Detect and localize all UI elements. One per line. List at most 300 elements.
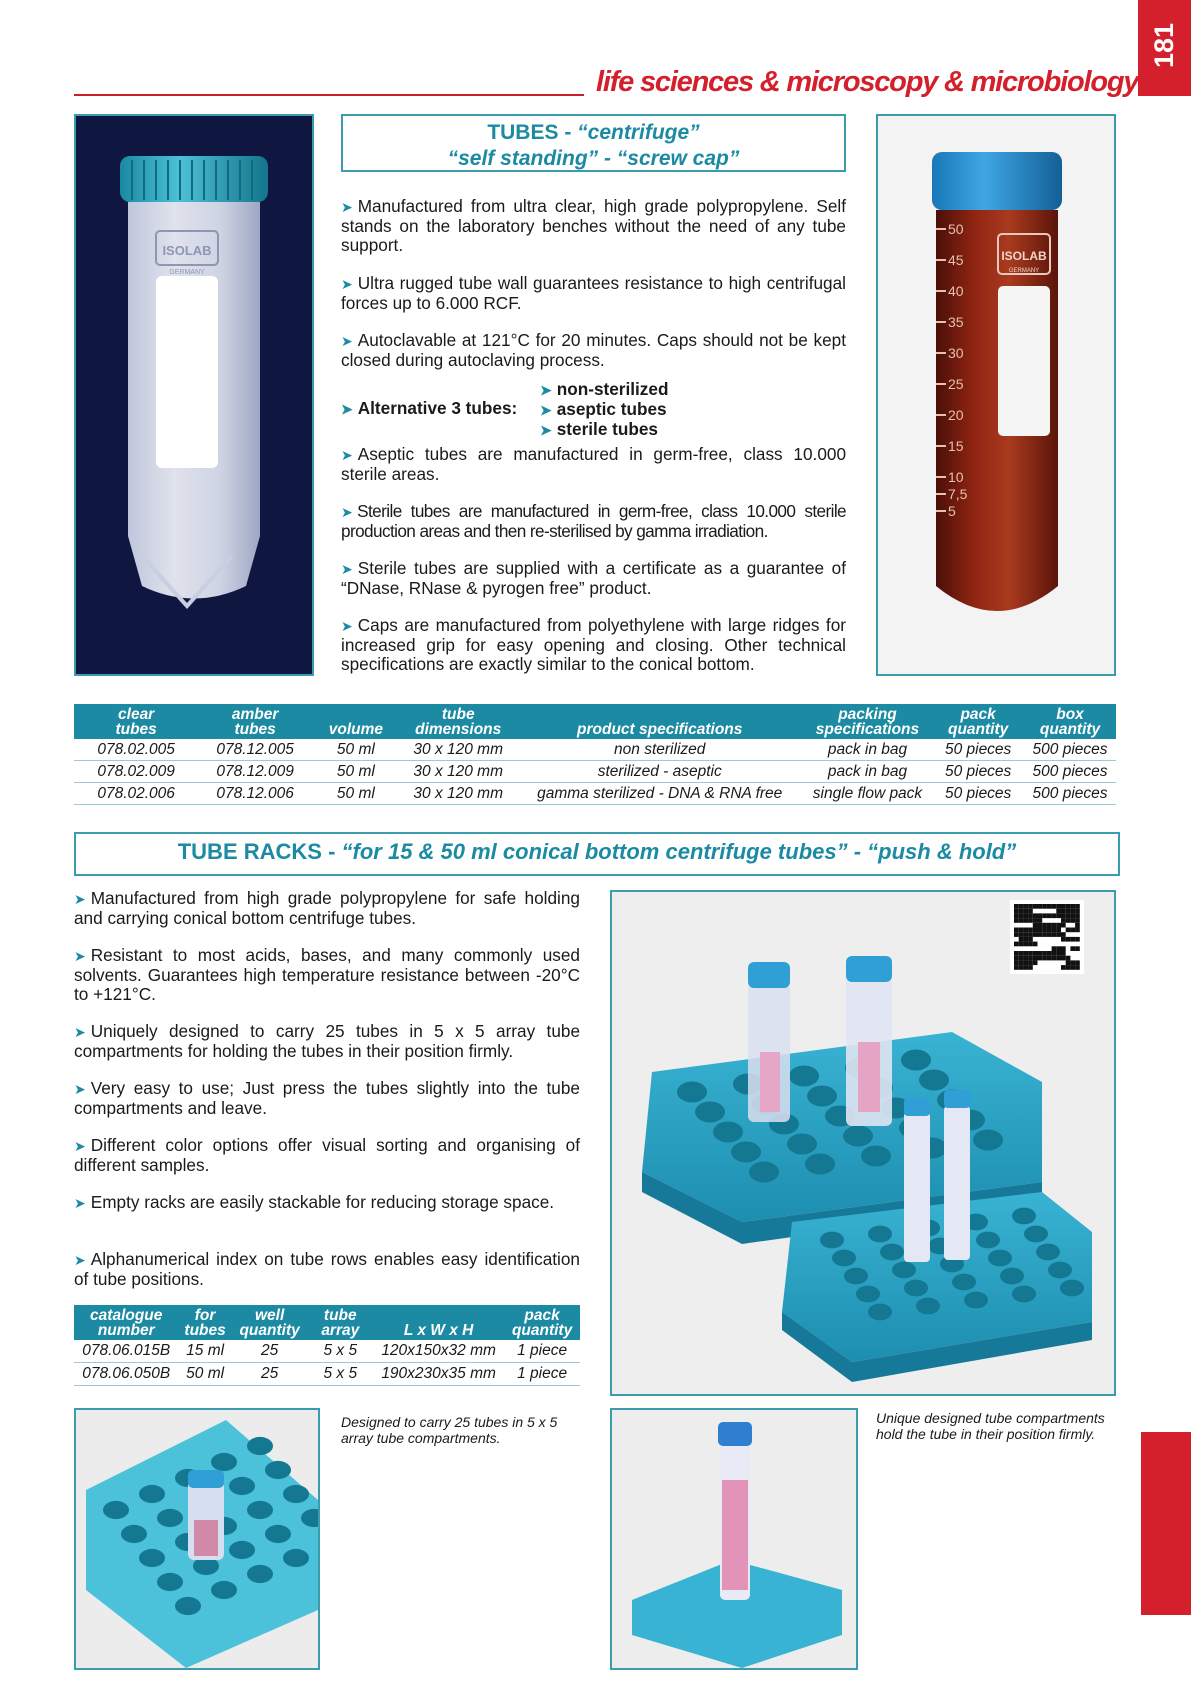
qr-module — [1056, 951, 1061, 956]
qr-module — [1066, 965, 1071, 970]
table-row — [74, 783, 1116, 805]
qr-module — [1023, 932, 1028, 937]
qr-module — [1066, 913, 1071, 918]
qr-module — [1033, 942, 1038, 947]
qr-module — [1023, 951, 1028, 956]
qr-module — [1061, 937, 1066, 942]
table-cell: 190x230x35 mm — [373, 1363, 504, 1386]
qr-module — [1075, 913, 1080, 918]
qr-module — [1042, 932, 1047, 937]
rack-well — [787, 1134, 817, 1155]
racks-spec-table — [74, 1305, 580, 1386]
qr-module — [1075, 918, 1080, 923]
qr-module — [1066, 918, 1071, 923]
rack-well — [695, 1102, 725, 1123]
table-row — [74, 1363, 580, 1386]
table-header-row — [74, 704, 1116, 739]
qr-module — [1056, 932, 1061, 937]
qr-module — [1028, 937, 1033, 942]
qr-module — [1042, 956, 1047, 961]
qr-module — [1019, 928, 1024, 933]
qr-module — [1052, 928, 1057, 933]
qr-module — [1019, 909, 1024, 914]
rack-well — [1012, 1208, 1036, 1225]
rack-well — [1024, 1226, 1048, 1243]
tubes-paragraph-5: ➤ Sterile tubes are manufactured in germ-free, class 10.000 sterile production areas and then re-sterilised by gamma irradiation. — [341, 501, 846, 541]
tubes-title-sub2: “self standing” - “screw cap” — [447, 147, 740, 170]
table-cell: 500 pieces — [1024, 739, 1116, 761]
qr-module — [1038, 918, 1043, 923]
col-well-quantity: well quantity — [232, 1305, 308, 1340]
table-cell: 50 ml — [312, 761, 400, 783]
tubes-paragraph-2: ➤ Ultra rugged tube wall guarantees resistance to high centrifugal forces up to 6.000 RCF. — [341, 273, 846, 313]
table-cell: 50 pieces — [932, 739, 1024, 761]
graduation-label: 45 — [948, 252, 964, 268]
qr-module — [1038, 923, 1043, 928]
rack-well — [880, 1244, 904, 1261]
qr-module — [1056, 923, 1061, 928]
qr-module — [1056, 909, 1061, 914]
chevron-right-icon: ➤ — [540, 402, 552, 418]
tubes-paragraph-1: ➤ Manufactured from ultra clear, high grade polypropylene. Self stands on the laboratory benches without the need of any tube support. — [341, 196, 846, 255]
rack-well — [175, 1597, 201, 1615]
chevron-right-icon: ➤ — [540, 422, 552, 438]
qr-module — [1070, 909, 1075, 914]
rack-well — [247, 1501, 273, 1519]
qr-module — [1075, 946, 1080, 951]
qr-module — [1014, 913, 1019, 918]
graduation-label: 30 — [948, 345, 964, 361]
qr-module — [1033, 956, 1038, 961]
amber-brand-label: ISOLAB — [1001, 249, 1047, 263]
tubes-title-main: TUBES - — [487, 121, 578, 144]
qr-module — [1075, 928, 1080, 933]
qr-module — [1028, 956, 1033, 961]
rack-well — [988, 1250, 1012, 1267]
qr-module — [1023, 904, 1028, 909]
clear-country-label: GERMANY — [169, 269, 205, 276]
tubes-paragraph-4: ➤ Aseptic tubes are manufactured in germ-free, class 10.000 sterile areas. — [341, 444, 846, 484]
chevron-right-icon: ➤ — [74, 1252, 86, 1268]
rack-well — [916, 1298, 940, 1315]
qr-module — [1070, 904, 1075, 909]
racks-title-box — [74, 832, 1120, 876]
chevron-right-icon: ➤ — [341, 276, 353, 292]
rack-well — [731, 1142, 761, 1163]
qr-module — [1028, 918, 1033, 923]
col-amber-tubes: amber tubes — [198, 704, 312, 739]
table-cell: 078.06.050B — [74, 1363, 178, 1386]
rack-well — [1060, 1280, 1084, 1297]
table-cell: 50 pieces — [932, 761, 1024, 783]
rack-well — [283, 1549, 309, 1567]
caption-left: Designed to carry 25 tubes in 5 x 5 array tube compartments. — [341, 1414, 558, 1446]
qr-module — [1066, 960, 1071, 965]
tubes-title-box — [341, 114, 846, 172]
rack-well — [749, 1162, 779, 1183]
racks-paragraph-7: ➤ Alphanumerical index on tube rows enables easy identification of tube positions. — [74, 1249, 580, 1289]
table-header-row — [74, 1305, 580, 1340]
qr-module — [1019, 951, 1024, 956]
rack-top-view-photo — [74, 1408, 320, 1670]
table-cell: 5 x 5 — [308, 1340, 374, 1363]
table-cell: 078.02.006 — [74, 783, 198, 805]
alternative-item: ➤ non-sterilized — [540, 379, 669, 399]
qr-module — [1028, 951, 1033, 956]
col-tube-array: tube array — [308, 1305, 374, 1340]
qr-module — [1033, 923, 1038, 928]
qr-module — [1014, 942, 1019, 947]
chevron-right-icon: ➤ — [341, 618, 353, 634]
rack-well — [1012, 1286, 1036, 1303]
graduation-label: 35 — [948, 314, 964, 330]
rack-well — [832, 1250, 856, 1267]
rack-well — [247, 1437, 273, 1455]
chevron-right-icon: ➤ — [74, 1138, 86, 1154]
chevron-right-icon: ➤ — [341, 401, 353, 417]
tubes-spec-table — [74, 704, 1116, 805]
rack-well — [265, 1525, 291, 1543]
qr-module — [1061, 946, 1066, 951]
clear-tube-photo — [74, 114, 314, 676]
rack-well — [868, 1304, 892, 1321]
rack-well — [973, 1130, 1003, 1151]
qr-module — [1014, 965, 1019, 970]
qr-module — [1052, 904, 1057, 909]
qr-module — [1019, 960, 1024, 965]
table-cell: 5 x 5 — [308, 1363, 374, 1386]
qr-module — [1052, 946, 1057, 951]
rack-well — [139, 1485, 165, 1503]
table-cell: 500 pieces — [1024, 761, 1116, 783]
graduation-label: 5 — [948, 503, 956, 519]
qr-module — [1066, 956, 1071, 961]
table-cell: 1 piece — [504, 1363, 580, 1386]
chevron-right-icon: ➤ — [341, 447, 353, 463]
graduation-label: 40 — [948, 283, 964, 299]
col-volume: volume — [312, 704, 400, 739]
table-row — [74, 739, 1116, 761]
qr-module — [1033, 913, 1038, 918]
qr-module — [1066, 904, 1071, 909]
qr-module — [1061, 904, 1066, 909]
table-cell: 50 ml — [312, 739, 400, 761]
qr-module — [1061, 965, 1066, 970]
col-dimensions: L x W x H — [373, 1305, 504, 1340]
rack-well — [1036, 1244, 1060, 1261]
qr-module — [1066, 937, 1071, 942]
qr-module — [1033, 951, 1038, 956]
page-number: 181 — [1149, 22, 1179, 68]
qr-module — [1056, 946, 1061, 951]
qr-module — [1061, 951, 1066, 956]
rack-well — [713, 1122, 743, 1143]
qr-module — [1023, 965, 1028, 970]
qr-module — [1052, 913, 1057, 918]
qr-module — [1014, 909, 1019, 914]
table-cell: 500 pieces — [1024, 783, 1116, 805]
rack-well — [1000, 1268, 1024, 1285]
racks-paragraph-3: ➤ Uniquely designed to carry 25 tubes in 5 x 5 array tube compartments for holding the tubes in their position firmly. — [74, 1021, 580, 1061]
qr-module — [1070, 937, 1075, 942]
graduation-label: 10 — [948, 469, 964, 485]
alternatives-label: ➤ Alternative 3 tubes: — [341, 398, 518, 418]
qr-module — [1052, 923, 1057, 928]
qr-module — [1019, 965, 1024, 970]
chevron-right-icon: ➤ — [74, 1024, 86, 1040]
rack-well — [904, 1280, 928, 1297]
chevron-right-icon: ➤ — [74, 1081, 86, 1097]
rack-well — [789, 1066, 819, 1087]
qr-module — [1023, 928, 1028, 933]
qr-module — [1042, 913, 1047, 918]
rack-well — [265, 1461, 291, 1479]
graduation-label: 25 — [948, 376, 964, 392]
qr-module — [1014, 951, 1019, 956]
table-row — [74, 1340, 580, 1363]
qr-module — [1056, 956, 1061, 961]
table-cell: 078.12.005 — [198, 739, 312, 761]
qr-module — [1047, 932, 1052, 937]
alternatives-list — [540, 380, 668, 440]
table-cell: 078.12.006 — [198, 783, 312, 805]
qr-module — [1070, 965, 1075, 970]
rack-well — [952, 1274, 976, 1291]
qr-module — [1042, 951, 1047, 956]
tubes-paragraph-6: ➤ Sterile tubes are supplied with a certificate as a guarantee of “DNase, RNase & pyrogen free” product. — [341, 558, 846, 598]
chevron-right-icon: ➤ — [341, 333, 353, 349]
qr-module — [1075, 960, 1080, 965]
rack-well — [861, 1146, 891, 1167]
qr-module — [1075, 904, 1080, 909]
table-cell: 30 x 120 mm — [400, 761, 517, 783]
tube-rack-photo — [610, 890, 1116, 1396]
chevron-right-icon: ➤ — [540, 382, 552, 398]
side-marker-bar — [1141, 1432, 1191, 1615]
rack-well — [1048, 1262, 1072, 1279]
qr-module — [1033, 932, 1038, 937]
qr-module — [1019, 904, 1024, 909]
rack-well — [229, 1477, 255, 1495]
racks-paragraph-5: ➤ Different color options offer visual sorting and organising of different samples. — [74, 1135, 580, 1175]
tubes-paragraph-7: ➤ Caps are manufactured from polyethylene with large ridges for increased grip for easy opening and closing. Other technical specifications are exactly similar to the conical bottom. — [341, 615, 846, 674]
qr-module — [1042, 928, 1047, 933]
qr-module — [1070, 928, 1075, 933]
qr-module — [1042, 904, 1047, 909]
alternative-item: ➤ sterile tubes — [540, 419, 658, 439]
rack-well — [211, 1581, 237, 1599]
col-tube-dimensions: tube dimensions — [400, 704, 517, 739]
table-cell: non sterilized — [517, 739, 803, 761]
qr-module — [1056, 928, 1061, 933]
qr-module — [1047, 928, 1052, 933]
qr-module — [1075, 937, 1080, 942]
table-cell: pack in bag — [803, 761, 932, 783]
qr-module — [1075, 909, 1080, 914]
rack-well — [964, 1292, 988, 1309]
qr-module — [1061, 956, 1066, 961]
qr-module — [1047, 904, 1052, 909]
rack-well — [677, 1082, 707, 1103]
qr-module — [1070, 946, 1075, 951]
qr-module — [1014, 932, 1019, 937]
table-cell: 120x150x32 mm — [373, 1340, 504, 1363]
chevron-right-icon: ➤ — [341, 561, 353, 577]
rack-well — [211, 1453, 237, 1471]
qr-module — [1023, 942, 1028, 947]
qr-module — [1052, 956, 1057, 961]
alternative-item: ➤ aseptic tubes — [540, 399, 667, 419]
qr-module — [1061, 918, 1066, 923]
table-cell: 30 x 120 mm — [400, 739, 517, 761]
qr-module — [1038, 928, 1043, 933]
qr-module — [1033, 904, 1038, 909]
rack-well — [901, 1050, 931, 1071]
qr-module — [1070, 913, 1075, 918]
qr-module — [1028, 904, 1033, 909]
caption-right: Unique designed tube compartments hold the tube in their position firmly. — [876, 1410, 1105, 1442]
table-cell: 30 x 120 mm — [400, 783, 517, 805]
rack-well — [820, 1232, 844, 1249]
qr-module — [1033, 918, 1038, 923]
tubes-paragraph-3: ➤ Autoclavable at 121°C for 20 minutes. Caps should not be kept closed during autoclaving process. — [341, 330, 846, 370]
qr-module — [1023, 956, 1028, 961]
qr-module — [1047, 951, 1052, 956]
qr-module — [1028, 909, 1033, 914]
qr-module — [1014, 904, 1019, 909]
qr-module — [1056, 913, 1061, 918]
chevron-right-icon: ➤ — [341, 504, 353, 520]
qr-module — [1023, 937, 1028, 942]
table-cell: 078.12.009 — [198, 761, 312, 783]
chevron-right-icon: ➤ — [341, 199, 353, 215]
qr-module — [1019, 932, 1024, 937]
col-pack-quantity: pack quantity — [932, 704, 1024, 739]
qr-module — [1028, 942, 1033, 947]
rack-well — [892, 1262, 916, 1279]
qr-module — [1047, 923, 1052, 928]
table-cell: 078.06.015B — [74, 1340, 178, 1363]
qr-module — [1052, 932, 1057, 937]
qr-module — [1014, 918, 1019, 923]
qr-module — [1038, 956, 1043, 961]
qr-module — [1066, 928, 1071, 933]
table-cell: pack in bag — [803, 739, 932, 761]
clear-brand-label: ISOLAB — [162, 243, 212, 258]
qr-module — [1033, 928, 1038, 933]
qr-module — [1028, 928, 1033, 933]
table-cell: 50 ml — [178, 1363, 231, 1386]
rack-well — [805, 1154, 835, 1175]
qr-module — [1019, 913, 1024, 918]
qr-module — [1061, 923, 1066, 928]
qr-module — [1070, 918, 1075, 923]
qr-module — [1038, 904, 1043, 909]
tube-in-rack-photo — [610, 1408, 858, 1670]
racks-paragraph-4: ➤ Very easy to use; Just press the tubes slightly into the tube compartments and leave. — [74, 1078, 580, 1118]
rack-well — [139, 1549, 165, 1567]
rack-well — [247, 1565, 273, 1583]
qr-module — [1066, 909, 1071, 914]
qr-module — [1023, 960, 1028, 965]
col-product-specs: product specifications — [517, 704, 803, 739]
qr-module — [1014, 928, 1019, 933]
qr-module — [1019, 937, 1024, 942]
chevron-right-icon: ➤ — [74, 891, 86, 907]
racks-paragraph-6: ➤ Empty racks are easily stackable for reducing storage space. — [74, 1192, 555, 1212]
qr-module — [1019, 956, 1024, 961]
rack-well — [283, 1485, 309, 1503]
table-cell: 078.02.009 — [74, 761, 198, 783]
amber-country-label: GERMANY — [1008, 268, 1040, 274]
rack-well — [868, 1226, 892, 1243]
graduation-label: 20 — [948, 407, 964, 423]
graduation-label: 15 — [948, 438, 964, 454]
qr-module — [1042, 923, 1047, 928]
table-cell: 25 — [232, 1340, 308, 1363]
table-cell: 15 ml — [178, 1340, 231, 1363]
racks-title-main: TUBE RACKS - — [177, 839, 342, 864]
graduation-label: 7,5 — [948, 486, 968, 502]
qr-module — [1028, 960, 1033, 965]
tubes-title-sub1: “centrifuge” — [577, 121, 700, 144]
qr-module — [1014, 960, 1019, 965]
graduation-label: 50 — [948, 221, 964, 237]
table-cell: 50 pieces — [932, 783, 1024, 805]
rack-well — [843, 1126, 873, 1147]
table-row — [74, 761, 1116, 783]
rack-well — [229, 1541, 255, 1559]
col-box-quantity: box quantity — [1024, 704, 1116, 739]
racks-title-sub: “for 15 & 50 ml conical bottom centrifuge tubes” - “push & hold” — [341, 839, 1017, 864]
col-packing-specs: packing specifications — [803, 704, 932, 739]
qr-module — [1019, 942, 1024, 947]
rack-well — [807, 1086, 837, 1107]
racks-paragraph-1: ➤ Manufactured from high grade polypropylene for safe holding and carrying conical bottom centrifuge tubes. — [74, 888, 580, 928]
rack-well — [157, 1573, 183, 1591]
qr-module — [1061, 932, 1066, 937]
qr-module — [1061, 913, 1066, 918]
qr-module — [1075, 923, 1080, 928]
table-cell: 078.02.005 — [74, 739, 198, 761]
qr-module — [1061, 909, 1066, 914]
qr-module — [1038, 951, 1043, 956]
col-pack-quantity: pack quantity — [504, 1305, 580, 1340]
qr-module — [1028, 913, 1033, 918]
qr-module — [1070, 960, 1075, 965]
qr-code-icon — [1010, 900, 1084, 974]
qr-module — [1023, 913, 1028, 918]
qr-module — [1028, 965, 1033, 970]
qr-module — [1075, 965, 1080, 970]
qr-module — [1028, 932, 1033, 937]
rack-well — [103, 1501, 129, 1519]
chevron-right-icon: ➤ — [74, 948, 86, 964]
rack-well — [976, 1232, 1000, 1249]
qr-module — [1056, 904, 1061, 909]
table-cell: 50 ml — [312, 783, 400, 805]
table-cell: sterilized - aseptic — [517, 761, 803, 783]
header-rule — [74, 94, 584, 96]
table-cell: 1 piece — [504, 1340, 580, 1363]
section-title: life sciences & microscopy & microbiology — [596, 66, 1139, 98]
qr-module — [1014, 956, 1019, 961]
rack-well — [919, 1070, 949, 1091]
table-cell: gamma sterilized - DNA & RNA free — [517, 783, 803, 805]
qr-module — [1047, 913, 1052, 918]
rack-well — [856, 1286, 880, 1303]
rack-well — [121, 1525, 147, 1543]
